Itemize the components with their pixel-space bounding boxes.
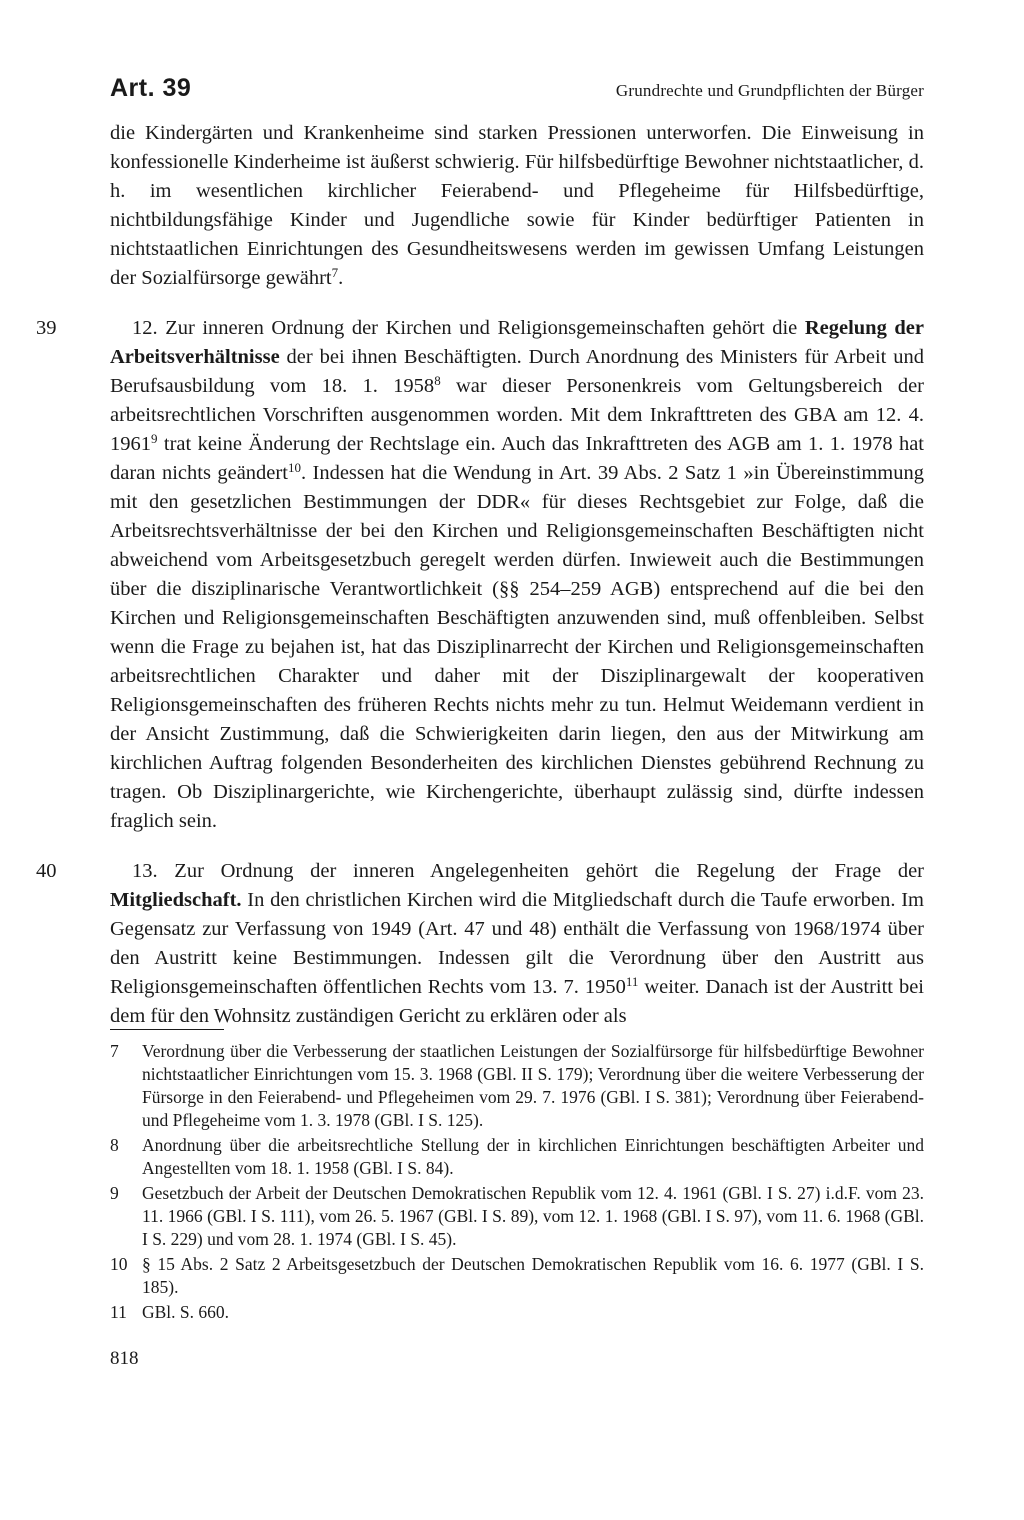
footnote-text: § 15 Abs. 2 Satz 2 Arbeitsgesetzbuch der Deutschen Demokratischen Republik vom 16. 6. 1977 (GBl. I S. 185). — [142, 1254, 924, 1297]
intro-end: . — [338, 267, 344, 289]
footnote-number: 11 — [110, 1302, 127, 1322]
margin-number-39: 39 — [36, 317, 57, 339]
footnote-ref-11[interactable]: 11 — [625, 974, 639, 989]
paragraph-39-text: 12. Zur inneren Ordnung der Kirchen und Religionsgemeinschaften gehört die Regelung der Arbeitsverhältnisse der bei ihnen Beschäftigten. Durch Anordnung des Ministers für Arbeit und Berufsausbildung vom 18. 1. 1958$^8$ war dieser Personenkreis vom Geltungsbereich der arbeitsrechtlichen Vorschriften ausgenommen worden. Mit dem Inkrafttreten des GBA am 12. 4. 1961$^9$ trat keine Änderung der Rechtslage ein. Auch das Inkrafttreten des AGB am 1. 1. 1978 hat daran nichts geändert$^{10}$. Indessen hat die Wendung in Art. 39 Abs. 2 Satz 1 »in Übereinstimmung mit den gesetzlichen Bestimmungen der DDR« für dieses Rechtsgebiet zur Folge, daß die Arbeitsrechtsverhältnisse der bei den Kirchen und Religionsgemeinschaften Beschäftigten nicht abweichend vom Arbeitsgesetzbuch geregelt werden dürfen. Inwieweit auch die Bestimmungen über die disziplinarische Verantwortlichkeit (§§ 254–259 AGB) entsprechend auf die bei den Kirchen und Religionsgemeinschaften Beschäftigten anzuwenden sind, muß offenbleiben. Selbst wenn die Frage zu bejahen ist, hat das Disziplinarrecht der Kirchen und Religionsgemeinschaften arbeitsrechtlichen Charakter und daher mit der Disziplinargewalt der kooperativen Religionsgemeinschaften des früheren Rechts nichts mehr zu tun. Helmut Weidemann verdient in der Ansicht Zustimmung, daß die Schwierigkeiten darin liegen, den aus der Mitwirkung am kirchlichen Auftrag folgenden Besonderheiten des kirchlichen Dienstes gebührend Rechnung zu tragen. Ob Disziplinargerichte, wie Kirchengerichte, überhaupt zulässig sind, dürfte indessen fraglich sein. — [110, 317, 925, 832]
running-header-title: Grundrechte und Grundpflichten der Bürger — [615, 81, 924, 100]
footnote-number: 9 — [110, 1183, 119, 1203]
footnote-text: Anordnung über die arbeitsrechtliche Stellung der in kirchlichen Einrichtungen beschäftigten Arbeiter und Angestellten vom 18. 1. 1958 (GBl. I S. 84). — [142, 1135, 924, 1178]
page-number: 818 — [110, 1348, 139, 1369]
footnote-ref-10[interactable]: 10 — [287, 460, 301, 475]
intro-text: die Kindergärten und Krankenheime sind starken Pressionen unterworfen. Die Einweisung in konfessionelle Kinderheime ist äußerst schwierig. Für hilfsbedürftige Bewohner nichtstaatlicher, d. h. im wesentlichen kirchlicher Feierabend- und Pflegeheime für Hilfsbedürftige, nichtbildungsfähige Kinder und Jugendliche sowie für Kinder bedürftiger Patienten in nichtstaatlichen Einrichtungen des Gesundheitswesens werden im gewissen Umfang Leistungen der Sozialfürsorge gewährt — [110, 122, 924, 289]
footnote-item — [110, 1182, 924, 1251]
footnote-ref-8[interactable]: 8 — [434, 373, 441, 388]
footnote-separator — [110, 1029, 224, 1030]
footnote-text: Gesetzbuch der Arbeit der Deutschen Demokratischen Republik vom 12. 4. 1961 (GBl. I S. 27) i.d.F. vom 23. 11. 1966 (GBl. I S. 111), vom 26. 5. 1967 (GBl. I S. 89), vom 12. 1. 1968 (GBl. I S. 97), vom 11. 6. 1968 (GBl. I S. 229) und vom 28. 1. 1974 (GBl. I S. 45). — [142, 1183, 924, 1249]
footnote-text: GBl. S. 660. — [142, 1302, 230, 1322]
footnote-ref-7[interactable]: 7 — [331, 265, 339, 280]
footnotes — [110, 1040, 924, 1326]
footnote-number: 7 — [110, 1041, 119, 1061]
margin-number-40: 40 — [36, 860, 57, 882]
footnote-item — [110, 1134, 924, 1180]
footnote-item — [110, 1253, 924, 1299]
footnote-ref-9[interactable]: 9 — [151, 431, 158, 446]
intro-paragraph — [110, 119, 924, 293]
footnote-number: 8 — [110, 1135, 119, 1155]
footnote-item — [110, 1301, 924, 1324]
footnote-text: Verordnung über die Verbesserung der staatlichen Leistungen der Sozialfürsorge für hilfsbedürftige Bewohner nichtstaatlicher Einrichtungen vom 15. 3. 1968 (GBl. II S. 179); Verordnung über die weitere Verbesserung der Fürsorge in den Feierabend- und Pflegeheimen vom 29. 7. 1976 (GBl. I S. 381); Verordnung über Feierabend- und Pflegeheime vom 1. 3. 1978 (GBl. I S. 125). — [142, 1041, 924, 1130]
bold-term-arbeitsverhaeltnisse: Regelung der Arbeitsverhältnisse — [110, 317, 924, 368]
footnote-item — [110, 1040, 924, 1132]
article-heading: Art. 39 — [110, 74, 192, 102]
paragraph-40-text: 13. Zur Ordnung der inneren Angelegenheiten gehört die Regelung der Frage der Mitgliedschaft. In den christlichen Kirchen wird die Mitgliedschaft durch die Taufe erworben. Im Gegensatz zur Verfassung von 1949 (Art. 47 und 48) enthält die Verfassung von 1968/1974 über den Austritt keine Bestimmungen. Indessen gilt die Verordnung über den Austritt aus Religionsgemeinschaften öffentlichen Rechts vom 13. 7. 1950$^{11}$ weiter. Danach ist der Austritt bei dem für den Wohnsitz zuständigen Gericht zu erklären oder als — [110, 860, 924, 1027]
footnote-number: 10 — [110, 1254, 128, 1274]
bold-term-mitgliedschaft: Mitgliedschaft. — [110, 889, 242, 911]
